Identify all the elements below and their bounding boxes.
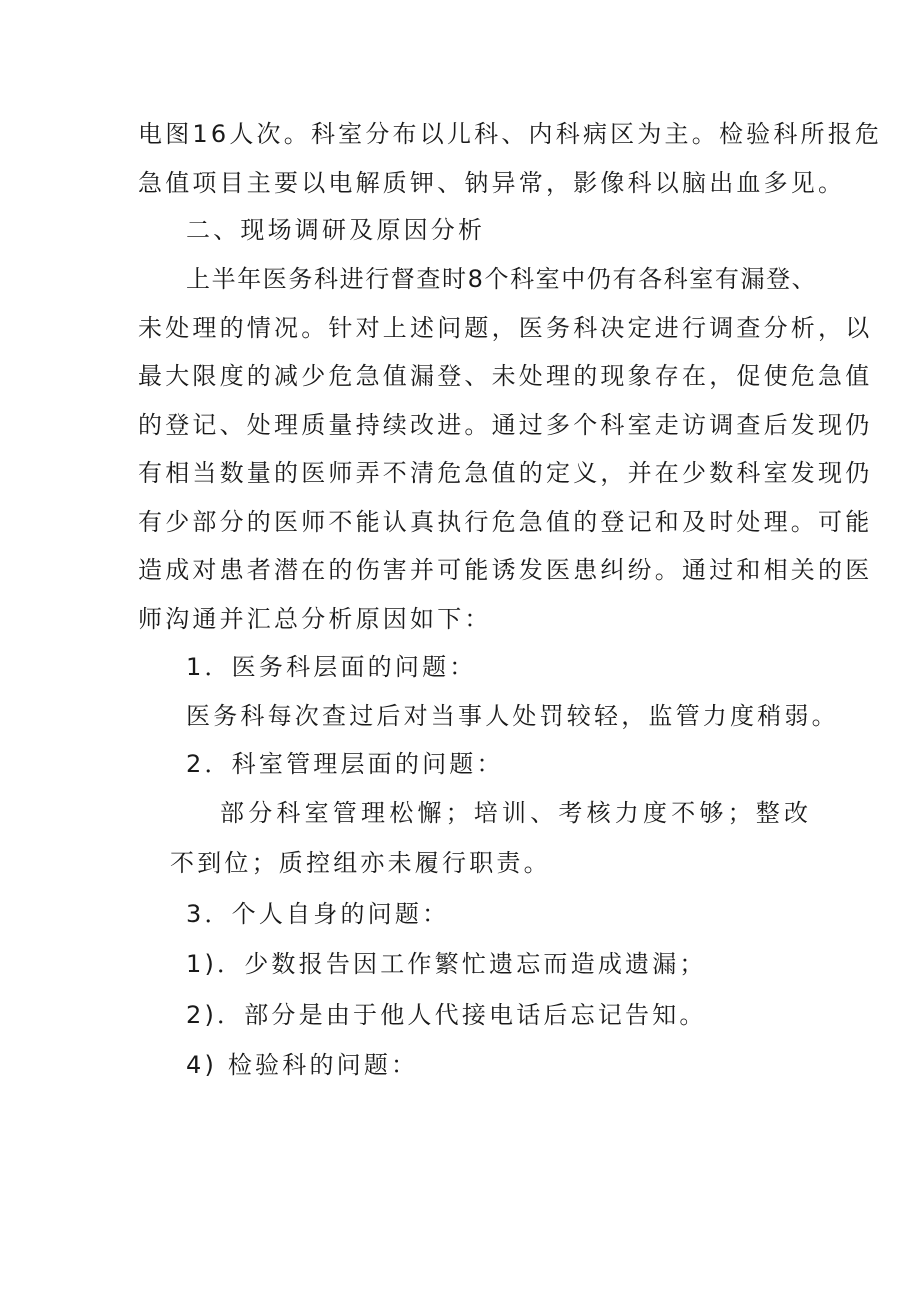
list-text-2-line-1: 部分科室管理松懈；培训、考核力度不够；整改	[220, 799, 813, 827]
paragraph-line-7: 有相当数量的医师弄不清危急值的定义，并在少数科室发现仍	[138, 459, 873, 487]
paragraph-line-8: 有少部分的医师不能认真执行危急值的登记和及时处理。可能	[138, 508, 873, 536]
list-subitem-2: 2)．部分是由于他人代接电话后忘记告知。	[186, 1001, 707, 1029]
section-heading: 二、现场调研及原因分析	[186, 216, 486, 244]
paragraph-line-5: 最大限度的减少危急值漏登、未处理的现象存在，促使危急值	[138, 362, 873, 390]
list-heading-4: 4) 检验科的问题：	[186, 1051, 419, 1079]
paragraph-line-10: 师沟通并汇总分析原因如下：	[138, 605, 492, 633]
list-heading-2: 2．科室管理层面的问题：	[186, 750, 504, 778]
list-text-1: 医务科每次查过后对当事人处罚较轻，监管力度稍弱。	[186, 702, 839, 730]
list-subitem-1: 1)．少数报告因工作繁忙遗忘而造成遗漏；	[186, 950, 707, 978]
paragraph-line-1: 电图16人次。科室分布以儿科、内科病区为主。检验科所报危	[138, 120, 883, 148]
paragraph-line-6: 的登记、处理质量持续改进。通过多个科室走访调查后发现仍	[138, 411, 873, 439]
list-text-2-line-2: 不到位；质控组亦未履行职责。	[170, 849, 551, 877]
paragraph-line-9: 造成对患者潜在的伤害并可能诱发医患纠纷。通过和相关的医	[138, 556, 873, 584]
paragraph-line-4: 未处理的情况。针对上述问题，医务科决定进行调查分析，以	[138, 314, 873, 342]
paragraph-line-2: 急值项目主要以电解质钾、钠异常，影像科以脑出血多见。	[138, 169, 846, 197]
list-heading-1: 1．医务科层面的问题：	[186, 653, 477, 681]
paragraph-line-3: 上半年医务科进行督查时8个科室中仍有各科室有漏登、	[186, 265, 818, 293]
list-heading-3: 3．个人自身的问题：	[186, 900, 450, 928]
